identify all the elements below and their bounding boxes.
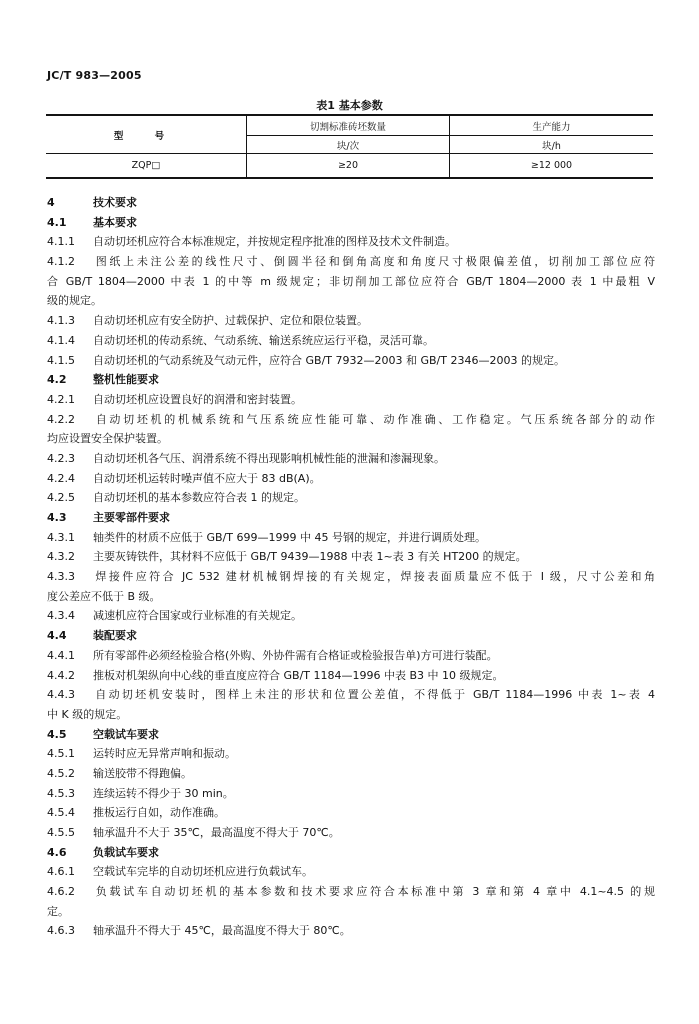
clause-line	[47, 410, 655, 430]
clause-number: 4.3.1	[47, 530, 75, 544]
clause-line	[47, 764, 655, 784]
clause-number: 4.5.4	[47, 806, 75, 820]
clause-line	[47, 232, 655, 252]
clause-line	[47, 666, 655, 686]
clause-number: 4.3	[47, 511, 67, 524]
clause-number: 4.2	[47, 373, 67, 387]
clause-number: 4.5.1	[47, 747, 75, 761]
clause-text: 合 GB/T 1804—2000 中表 1 的中等 m 级规定；非切削加工部位应符合 GB/T 1804—2000 表 1 中最粗 V	[47, 274, 655, 288]
section-heading	[47, 213, 655, 233]
clause-line	[47, 528, 655, 548]
clause-number: 4.2.2	[47, 412, 75, 426]
clause-line	[47, 351, 655, 371]
clause-text: 整机性能要求	[93, 373, 159, 387]
clause-line	[47, 744, 655, 764]
clause-number: 4.6	[47, 845, 67, 859]
clause-text: 空载试车完毕的自动切坯机应进行负载试车。	[93, 865, 313, 879]
clause-number: 4.4.1	[47, 648, 75, 662]
header-capacity: 生产能力	[450, 115, 654, 136]
clause-line	[47, 606, 655, 626]
clause-text: 推板运行自如，动作准确。	[93, 806, 225, 820]
clause-number: 4.5.2	[47, 766, 75, 780]
clause-line	[47, 311, 655, 331]
clause-text: 技术要求	[93, 196, 137, 209]
clause-text: 自动切坯机应符合本标准规定，并按规定程序批准的图样及技术文件制造。	[93, 235, 456, 249]
clause-number: 4.1.3	[47, 314, 75, 328]
clause-number: 4.1.4	[47, 333, 75, 347]
clause-number: 4.1.1	[47, 235, 75, 249]
clause-number: 4.1.5	[47, 353, 75, 367]
clause-text: 减速机应符合国家或行业标准的有关规定。	[93, 609, 302, 623]
clause-text: 所有零部件必须经检验合格(外购、外协件需有合格证或检验报告单)方可进行装配。	[93, 648, 498, 662]
clause-number: 4.1.2	[47, 255, 75, 269]
clause-line	[47, 823, 655, 843]
clause-text: 运转时应无异常声响和振动。	[93, 747, 236, 761]
clause-line	[47, 784, 655, 804]
clause-text: 图纸上未注公差的线性尺寸、倒圆半径和倒角高度和角度尺寸极限偏差值，切削加工部位应符	[93, 255, 655, 269]
clause-text: 自动切坯机的机械系统和气压系统应性能可靠、动作准确、工作稳定。气压系统各部分的动作	[93, 412, 655, 426]
clause-text: 焊接件应符合 JC 532 建材机械钢焊接的有关规定，焊接表面质量应不低于 I 级，尺寸公差和角	[93, 570, 655, 584]
clause-text: 负载试车自动切坯机的基本参数和技术要求应符合本标准中第 3 章和第 4 章中 4.1~4.5 的规	[93, 885, 655, 899]
clause-text: 度公差应不低于 B 级。	[47, 589, 161, 603]
clause-number: 4.2.5	[47, 491, 75, 505]
clause-line	[47, 803, 655, 823]
clause-text: 自动切坯机应设置良好的润滑和密封装置。	[93, 392, 302, 406]
clause-line	[47, 921, 655, 941]
clause-line	[47, 685, 655, 705]
section-heading	[47, 370, 655, 390]
cell-model: ZQP□	[46, 154, 247, 179]
clause-number: 4.3.2	[47, 550, 75, 564]
clause-line	[47, 449, 655, 469]
clause-text: 自动切坯机安装时，图样上未注的形状和位置公差值，不得低于 GB/T 1184—1996 中表 1~表 4	[93, 688, 655, 702]
clause-number: 4.6.3	[47, 924, 75, 938]
clause-number: 4.5.5	[47, 826, 75, 839]
header-count: 切割标准砖坯数量	[247, 115, 450, 136]
section-heading	[47, 193, 655, 213]
clause-text: 轴承温升不大于 35℃，最高温度不得大于 70℃。	[93, 826, 340, 839]
clause-line	[47, 547, 655, 567]
clause-line	[47, 862, 655, 882]
requirements-text	[47, 193, 655, 941]
clause-number: 4.6.2	[47, 885, 75, 899]
clause-text: 主要灰铸铁件，其材料不应低于 GB/T 9439—1988 中表 1~表 3 有关 HT200 的规定。	[93, 550, 527, 564]
clause-text: 自动切坯机应有安全防护、过载保护、定位和限位装置。	[93, 314, 368, 328]
clause-text: 轴类件的材质不应低于 GB/T 699—1999 中 45 号钢的规定，并进行调质处理。	[93, 530, 486, 544]
clause-text: 基本要求	[93, 215, 137, 229]
clause-text: 连续运转不得少于 30 min。	[93, 786, 234, 800]
clause-text: 自动切坯机的气动系统及气动元件，应符合 GB/T 7932—2003 和 GB/T 2346—2003 的规定。	[93, 353, 565, 367]
clause-text: 负载试车要求	[93, 845, 159, 859]
clause-number: 4.6.1	[47, 865, 75, 879]
clause-number: 4.3.4	[47, 609, 75, 623]
parameter-table	[46, 114, 653, 179]
table-header-row	[46, 115, 653, 136]
clause-text: 均应设置安全保护装置。	[47, 432, 168, 446]
cell-capacity: ≥12 000	[450, 154, 654, 179]
section-heading	[47, 843, 655, 863]
clause-number: 4.4.2	[47, 668, 75, 682]
clause-text: 自动切坯机运转时噪声值不应大于 83 dB(A)。	[93, 471, 321, 485]
table-caption: 表1 基本参数	[316, 99, 383, 112]
clause-text: 轴承温升不得大于 45℃，最高温度不得大于 80℃。	[93, 924, 351, 938]
clause-number: 4	[47, 196, 55, 209]
header-model: 型 号	[46, 115, 247, 154]
unit-count: 块/次	[247, 136, 450, 154]
clause-number: 4.5	[47, 727, 67, 741]
clause-continuation	[47, 429, 655, 449]
clause-text: 输送胶带不得跑偏。	[93, 766, 192, 780]
table-row	[46, 154, 653, 179]
clause-text: 自动切坯机的基本参数应符合表 1 的规定。	[93, 491, 305, 505]
clause-number: 4.2.4	[47, 471, 75, 485]
clause-number: 4.5.3	[47, 786, 75, 800]
clause-text: 装配要求	[93, 629, 137, 643]
clause-text: 定。	[47, 904, 69, 918]
clause-line	[47, 469, 655, 489]
clause-number: 4.4.3	[47, 688, 75, 702]
clause-text: 中 K 级的规定。	[47, 707, 128, 721]
clause-text: 空载试车要求	[93, 727, 159, 741]
clause-line	[47, 882, 655, 902]
unit-capacity: 块/h	[450, 136, 654, 154]
standard-number-header: JC/T 983—2005	[47, 69, 142, 82]
clause-text: 主要零部件要求	[93, 511, 170, 524]
clause-number: 4.4	[47, 629, 67, 643]
section-heading	[47, 508, 655, 528]
clause-line	[47, 567, 655, 587]
clause-continuation	[47, 272, 655, 292]
cell-count: ≥20	[247, 154, 450, 179]
clause-number: 4.2.1	[47, 392, 75, 406]
section-heading	[47, 626, 655, 646]
clause-line	[47, 390, 655, 410]
clause-line	[47, 331, 655, 351]
clause-text: 自动切坯机各气压、润滑系统不得出现影响机械性能的泄漏和渗漏现象。	[93, 451, 445, 465]
clause-line	[47, 252, 655, 272]
clause-continuation	[47, 587, 655, 607]
clause-number: 4.1	[47, 215, 67, 229]
clause-number: 4.3.3	[47, 570, 75, 584]
clause-text: 推板对机架纵向中心线的垂直度应符合 GB/T 1184—1996 中表 B3 中 10 级规定。	[93, 668, 504, 682]
clause-text: 级的规定。	[47, 294, 102, 308]
clause-line	[47, 646, 655, 666]
clause-continuation	[47, 291, 655, 311]
clause-continuation	[47, 902, 655, 922]
clause-line	[47, 488, 655, 508]
clause-text: 自动切坯机的传动系统、气动系统、输送系统应运行平稳，灵活可靠。	[93, 333, 434, 347]
section-heading	[47, 725, 655, 745]
clause-number: 4.2.3	[47, 451, 75, 465]
clause-continuation	[47, 705, 655, 725]
